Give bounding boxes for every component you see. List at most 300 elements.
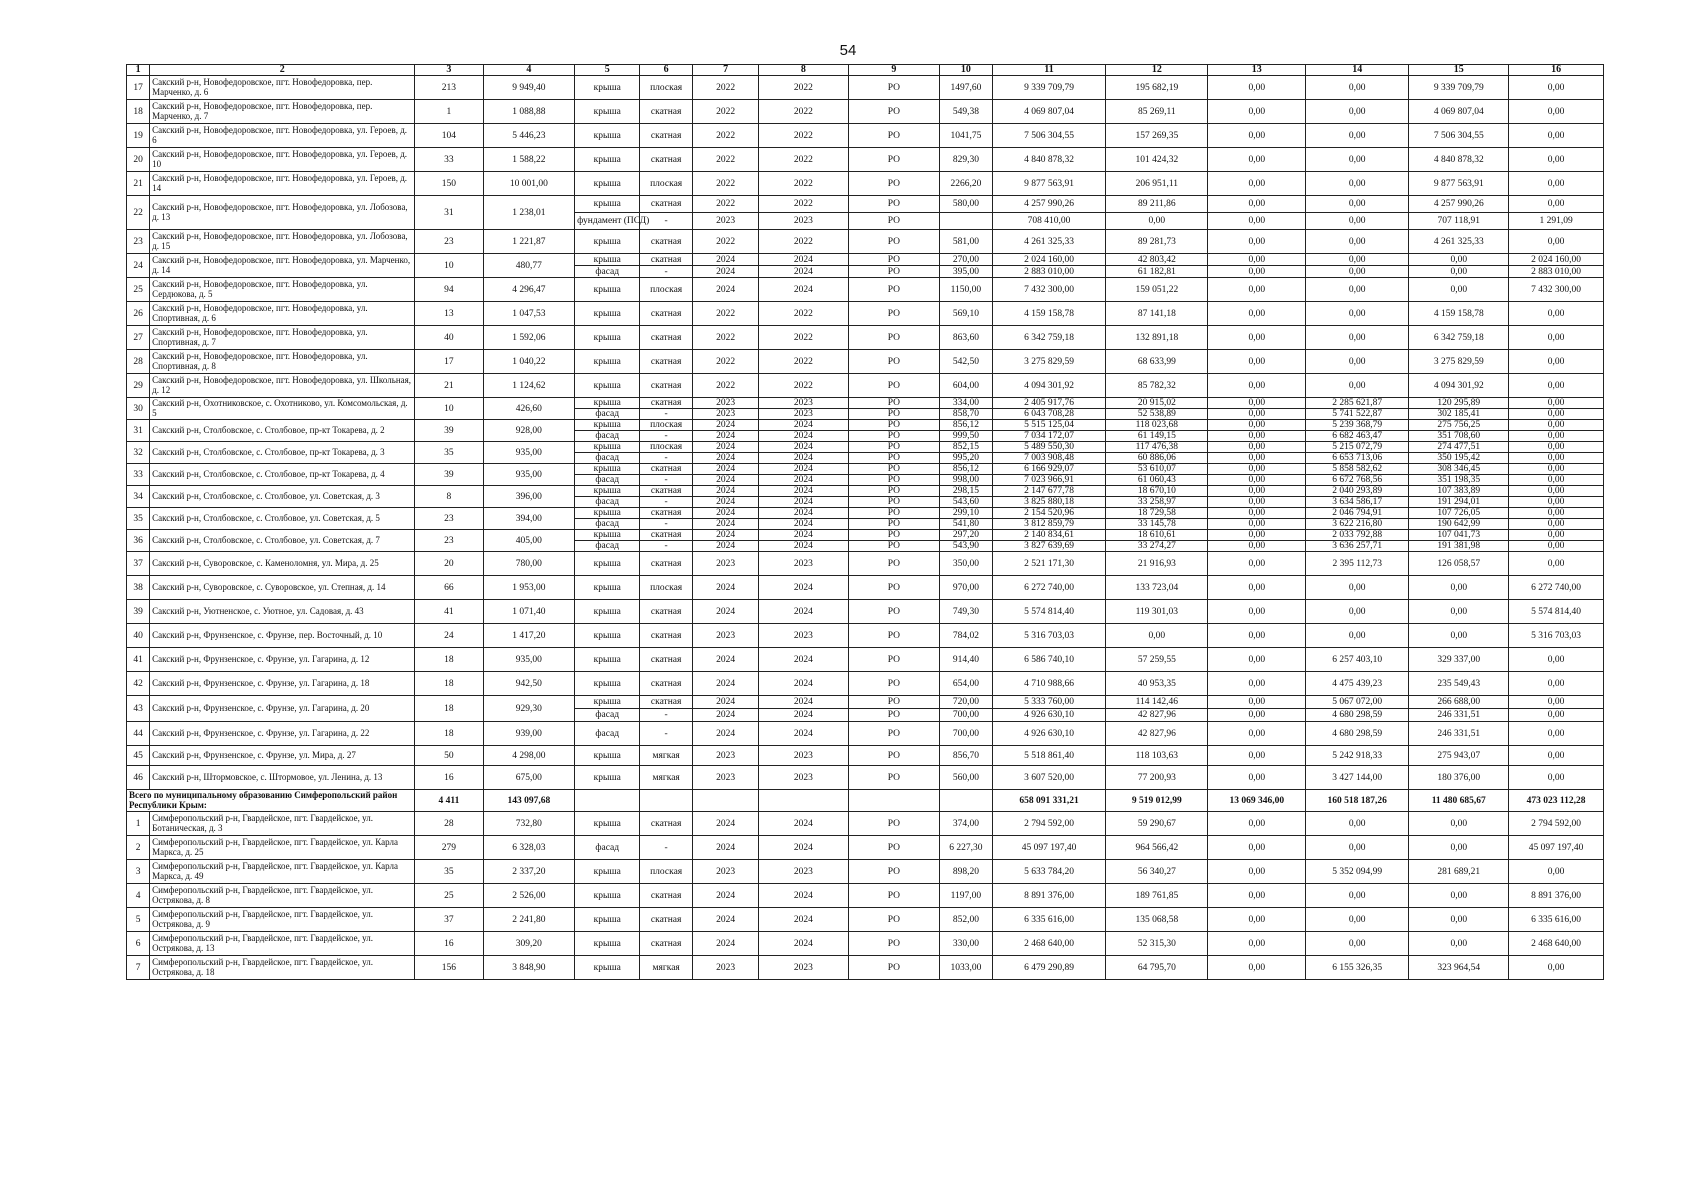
apartments-count: 35 [415, 442, 483, 464]
cell-c10: 700,00 [940, 722, 993, 746]
cell-c15: 0,00 [1409, 812, 1509, 836]
cell-c16: 0,00 [1509, 552, 1604, 576]
address-cell: Сакский р-н, Столбовское, с. Столбовое, пр-кт Токарева, д. 3 [150, 442, 415, 464]
cell-c10: 569,10 [940, 302, 993, 326]
table-row [127, 398, 1604, 409]
cell-c8: 2024 [759, 497, 848, 508]
table-row [127, 350, 1604, 374]
cell-c6: - [640, 409, 693, 420]
cell-c12: 89 211,86 [1106, 196, 1208, 213]
cell-c15: 0,00 [1409, 576, 1509, 600]
cell-c11: 4 710 988,66 [992, 672, 1106, 696]
cell-c11: 2 405 917,76 [992, 398, 1106, 409]
cell-c8: 2022 [759, 76, 848, 100]
cell-c16: 0,00 [1509, 398, 1604, 409]
cell-c11: 2 468 640,00 [992, 932, 1106, 956]
address-cell: Сакский р-н, Новофедоровское, пгт. Новофедоровка, ул. Лобозова, д. 13 [150, 196, 415, 230]
cell-c16: 0,00 [1509, 530, 1604, 541]
cell-c10: 2266,20 [940, 172, 993, 196]
cell-c11: 5 489 550,30 [992, 442, 1106, 453]
cell-c5: крыша [575, 624, 640, 648]
apartments-count: 23 [415, 230, 483, 254]
cell-c11: 7 432 300,00 [992, 278, 1106, 302]
total-c14: 160 518 187,26 [1306, 790, 1409, 812]
cell-c8: 2022 [759, 100, 848, 124]
cell-c7: 2023 [692, 860, 758, 884]
cell-c7: 2024 [692, 836, 758, 860]
cell-c10: 1150,00 [940, 278, 993, 302]
cell-c14: 5 858 582,62 [1306, 464, 1409, 475]
cell-c10: 560,00 [940, 766, 993, 790]
cell-c10 [940, 213, 993, 230]
cell-c12: 77 200,93 [1106, 766, 1208, 790]
cell-c15: 190 642,99 [1409, 519, 1509, 530]
cell-c11: 4 926 630,10 [992, 709, 1106, 722]
cell-c11: 708 410,00 [992, 213, 1106, 230]
capital-repair-table [126, 64, 1604, 980]
cell-c14: 0,00 [1306, 350, 1409, 374]
address-cell: Сакский р-н, Фрунзенское, с. Фрунзе, пер. Восточный, д. 10 [150, 624, 415, 648]
cell-c12: 89 281,73 [1106, 230, 1208, 254]
cell-c6: скатная [640, 148, 693, 172]
apartments-count: 33 [415, 148, 483, 172]
apartments-count: 156 [415, 956, 483, 980]
cell-c10: 829,30 [940, 148, 993, 172]
cell-c8: 2024 [759, 431, 848, 442]
cell-c7: 2024 [692, 519, 758, 530]
cell-c8: 2024 [759, 709, 848, 722]
cell-c5: крыша [575, 374, 640, 398]
apartments-count: 150 [415, 172, 483, 196]
cell-c5: фасад [575, 541, 640, 552]
total-c13: 13 069 346,00 [1208, 790, 1306, 812]
area-cell: 1 417,20 [483, 624, 575, 648]
cell-c12: 59 290,67 [1106, 812, 1208, 836]
address-cell: Сакский р-н, Столбовское, с. Столбовое, пр-кт Токарева, д. 2 [150, 420, 415, 442]
area-cell: 935,00 [483, 648, 575, 672]
cell-c15: 4 840 878,32 [1409, 148, 1509, 172]
cell-c12: 20 915,02 [1106, 398, 1208, 409]
column-header-11: 11 [992, 65, 1106, 76]
total-apartments: 4 411 [415, 790, 483, 812]
cell-c10: 298,15 [940, 486, 993, 497]
cell-c14: 0,00 [1306, 230, 1409, 254]
cell-c12: 33 145,78 [1106, 519, 1208, 530]
cell-c13: 0,00 [1208, 326, 1306, 350]
cell-c10: 1497,60 [940, 76, 993, 100]
cell-c12: 61 182,81 [1106, 266, 1208, 278]
cell-c15: 707 118,91 [1409, 213, 1509, 230]
cell-c13: 0,00 [1208, 374, 1306, 398]
cell-c13: 0,00 [1208, 486, 1306, 497]
cell-c6: скатная [640, 350, 693, 374]
cell-c5: крыша [575, 100, 640, 124]
cell-c5: крыша [575, 672, 640, 696]
cell-c14: 0,00 [1306, 326, 1409, 350]
column-header-16: 16 [1509, 65, 1604, 76]
address-cell: Сакский р-н, Новофедоровское, пгт. Новофедоровка, ул. Марченко, д. 14 [150, 254, 415, 278]
table-row [127, 508, 1604, 519]
cell-c15: 9 339 709,79 [1409, 76, 1509, 100]
table-row [127, 100, 1604, 124]
cell-c14: 0,00 [1306, 884, 1409, 908]
table-row [127, 196, 1604, 213]
cell-c15: 0,00 [1409, 266, 1509, 278]
cell-c12: 0,00 [1106, 624, 1208, 648]
cell-c10: 542,50 [940, 350, 993, 374]
cell-c7: 2024 [692, 497, 758, 508]
cell-c8: 2024 [759, 722, 848, 746]
cell-c14: 0,00 [1306, 124, 1409, 148]
cell-c13: 0,00 [1208, 932, 1306, 956]
cell-c14: 5 741 522,87 [1306, 409, 1409, 420]
area-cell: 1 124,62 [483, 374, 575, 398]
cell-c9: РО [848, 196, 940, 213]
table-row [127, 696, 1604, 709]
cell-c10: 852,15 [940, 442, 993, 453]
cell-c12: 135 068,58 [1106, 908, 1208, 932]
cell-c5: крыша [575, 746, 640, 766]
cell-c14: 2 033 792,88 [1306, 530, 1409, 541]
cell-c15: 308 346,45 [1409, 464, 1509, 475]
table-row [127, 908, 1604, 932]
table-row [127, 530, 1604, 541]
cell-c13: 0,00 [1208, 302, 1306, 326]
address-cell: Сакский р-н, Суворовское, с. Каменоломня, ул. Мира, д. 25 [150, 552, 415, 576]
cell-c10: 604,00 [940, 374, 993, 398]
cell-c14: 6 257 403,10 [1306, 648, 1409, 672]
cell-c7: 2022 [692, 374, 758, 398]
cell-c8: 2024 [759, 519, 848, 530]
cell-c14: 0,00 [1306, 76, 1409, 100]
cell-c11: 4 257 990,26 [992, 196, 1106, 213]
cell-c8: 2023 [759, 398, 848, 409]
area-cell: 5 446,23 [483, 124, 575, 148]
row-number: 23 [127, 230, 150, 254]
address-cell: Сакский р-н, Новофедоровское, пгт. Новофедоровка, пер. Марченко, д. 7 [150, 100, 415, 124]
cell-c11: 7 034 172,07 [992, 431, 1106, 442]
table-row [127, 746, 1604, 766]
cell-c5: крыша [575, 326, 640, 350]
cell-c13: 0,00 [1208, 148, 1306, 172]
cell-c9: РО [848, 172, 940, 196]
address-cell: Сакский р-н, Столбовское, с. Столбовое, ул. Советская, д. 3 [150, 486, 415, 508]
area-cell: 1 221,87 [483, 230, 575, 254]
cell-c9: РО [848, 266, 940, 278]
cell-c14: 0,00 [1306, 172, 1409, 196]
cell-c14: 2 285 621,87 [1306, 398, 1409, 409]
cell-c16: 0,00 [1509, 497, 1604, 508]
area-cell: 10 001,00 [483, 172, 575, 196]
row-number: 1 [127, 812, 150, 836]
cell-c15: 274 477,51 [1409, 442, 1509, 453]
row-number: 40 [127, 624, 150, 648]
cell-c11: 3 812 859,79 [992, 519, 1106, 530]
cell-c8: 2022 [759, 374, 848, 398]
cell-c13: 0,00 [1208, 124, 1306, 148]
cell-c14: 2 395 112,73 [1306, 552, 1409, 576]
cell-c6: скатная [640, 196, 693, 213]
cell-c11: 6 043 708,28 [992, 409, 1106, 420]
cell-c8: 2023 [759, 746, 848, 766]
row-number: 35 [127, 508, 150, 530]
cell-c16: 0,00 [1509, 442, 1604, 453]
cell-c6: скатная [640, 908, 693, 932]
cell-c13: 0,00 [1208, 908, 1306, 932]
cell-c11: 5 633 784,20 [992, 860, 1106, 884]
cell-c15: 4 159 158,78 [1409, 302, 1509, 326]
cell-c13: 0,00 [1208, 541, 1306, 552]
cell-c6: скатная [640, 600, 693, 624]
cell-c6: мягкая [640, 766, 693, 790]
cell-c5: крыша [575, 576, 640, 600]
cell-c15: 351 198,35 [1409, 475, 1509, 486]
cell-c15: 107 383,89 [1409, 486, 1509, 497]
apartments-count: 13 [415, 302, 483, 326]
apartments-count: 28 [415, 812, 483, 836]
area-cell: 9 949,40 [483, 76, 575, 100]
cell-c6: мягкая [640, 746, 693, 766]
cell-c7: 2022 [692, 326, 758, 350]
cell-c8: 2024 [759, 696, 848, 709]
cell-c12: 42 827,96 [1106, 722, 1208, 746]
cell-c6: скатная [640, 812, 693, 836]
column-header-3: 3 [415, 65, 483, 76]
area-cell: 426,60 [483, 398, 575, 420]
cell-c14: 0,00 [1306, 576, 1409, 600]
total-area: 143 097,68 [483, 790, 575, 812]
cell-c13: 0,00 [1208, 956, 1306, 980]
cell-c15: 0,00 [1409, 884, 1509, 908]
cell-c5: крыша [575, 530, 640, 541]
area-cell: 1 088,88 [483, 100, 575, 124]
cell-c12: 53 610,07 [1106, 464, 1208, 475]
apartments-count: 23 [415, 530, 483, 552]
cell-c16: 0,00 [1509, 326, 1604, 350]
cell-c11: 2 147 677,78 [992, 486, 1106, 497]
cell-c14: 3 634 586,17 [1306, 497, 1409, 508]
cell-c6: скатная [640, 124, 693, 148]
cell-c15: 266 688,00 [1409, 696, 1509, 709]
cell-c15: 275 943,07 [1409, 746, 1509, 766]
cell-c9: РО [848, 431, 940, 442]
area-cell: 942,50 [483, 672, 575, 696]
address-cell: Симферопольский р-н, Гвардейское, пгт. Гвардейское, ул. Острякова, д. 13 [150, 932, 415, 956]
cell-c7: 2024 [692, 709, 758, 722]
cell-c9: РО [848, 409, 940, 420]
cell-c6: - [640, 213, 693, 230]
cell-c5: крыша [575, 508, 640, 519]
cell-c13: 0,00 [1208, 722, 1306, 746]
cell-c15: 0,00 [1409, 908, 1509, 932]
area-cell: 405,00 [483, 530, 575, 552]
cell-c7: 2022 [692, 100, 758, 124]
area-cell: 2 526,00 [483, 884, 575, 908]
cell-c12: 157 269,35 [1106, 124, 1208, 148]
cell-c11: 5 333 760,00 [992, 696, 1106, 709]
cell-c11: 7 023 966,91 [992, 475, 1106, 486]
cell-c7: 2024 [692, 464, 758, 475]
cell-c14: 4 475 439,23 [1306, 672, 1409, 696]
row-number: 44 [127, 722, 150, 746]
cell-c9: РО [848, 836, 940, 860]
cell-c14: 0,00 [1306, 266, 1409, 278]
cell-c7: 2023 [692, 746, 758, 766]
cell-c12: 18 729,58 [1106, 508, 1208, 519]
row-number: 21 [127, 172, 150, 196]
cell-c8: 2024 [759, 884, 848, 908]
cell-c9: РО [848, 812, 940, 836]
cell-c12: 119 301,03 [1106, 600, 1208, 624]
apartments-count: 10 [415, 398, 483, 420]
cell-c12: 68 633,99 [1106, 350, 1208, 374]
cell-c8: 2023 [759, 956, 848, 980]
cell-c16: 0,00 [1509, 302, 1604, 326]
cell-c8: 2024 [759, 672, 848, 696]
address-cell: Сакский р-н, Новофедоровское, пгт. Новофедоровка, ул. Школьная, д. 12 [150, 374, 415, 398]
column-header-8: 8 [759, 65, 848, 76]
cell-c12: 61 149,15 [1106, 431, 1208, 442]
cell-c7: 2022 [692, 350, 758, 374]
row-number: 32 [127, 442, 150, 464]
cell-c14: 0,00 [1306, 836, 1409, 860]
cell-c6: плоская [640, 576, 693, 600]
cell-c12: 87 141,18 [1106, 302, 1208, 326]
cell-c14: 3 622 216,80 [1306, 519, 1409, 530]
cell-c10: 581,00 [940, 230, 993, 254]
cell-c15: 0,00 [1409, 932, 1509, 956]
row-number: 7 [127, 956, 150, 980]
cell-c15: 4 261 325,33 [1409, 230, 1509, 254]
cell-c9: РО [848, 254, 940, 266]
cell-c15: 323 964,54 [1409, 956, 1509, 980]
cell-c8: 2024 [759, 278, 848, 302]
empty-cell [575, 790, 640, 812]
cell-c7: 2023 [692, 766, 758, 790]
cell-c7: 2022 [692, 76, 758, 100]
cell-c9: РО [848, 148, 940, 172]
cell-c12: 101 424,32 [1106, 148, 1208, 172]
cell-c9: РО [848, 508, 940, 519]
cell-c6: скатная [640, 398, 693, 409]
cell-c9: РО [848, 600, 940, 624]
cell-c5: крыша [575, 932, 640, 956]
cell-c10: 297,20 [940, 530, 993, 541]
cell-c16: 0,00 [1509, 196, 1604, 213]
cell-c10: 350,00 [940, 552, 993, 576]
address-cell: Сакский р-н, Фрунзенское, с. Фрунзе, ул. Гагарина, д. 20 [150, 696, 415, 722]
table-row [127, 672, 1604, 696]
cell-c5: крыша [575, 464, 640, 475]
cell-c15: 120 295,89 [1409, 398, 1509, 409]
table-row [127, 576, 1604, 600]
address-cell: Сакский р-н, Новофедоровское, пгт. Новофедоровка, ул. Героев, д. 10 [150, 148, 415, 172]
row-number: 24 [127, 254, 150, 278]
cell-c5: крыша [575, 420, 640, 431]
cell-c11: 6 166 929,07 [992, 464, 1106, 475]
row-number: 5 [127, 908, 150, 932]
cell-c7: 2024 [692, 278, 758, 302]
cell-c5: крыша [575, 302, 640, 326]
cell-c7: 2023 [692, 398, 758, 409]
cell-c16: 0,00 [1509, 374, 1604, 398]
apartments-count: 21 [415, 374, 483, 398]
address-cell: Симферопольский р-н, Гвардейское, пгт. Гвардейское, ул. Карла Маркса, д. 25 [150, 836, 415, 860]
area-cell: 929,30 [483, 696, 575, 722]
row-number: 34 [127, 486, 150, 508]
cell-c8: 2024 [759, 453, 848, 464]
cell-c11: 4 261 325,33 [992, 230, 1106, 254]
cell-c8: 2022 [759, 172, 848, 196]
apartments-count: 24 [415, 624, 483, 648]
cell-c14: 0,00 [1306, 196, 1409, 213]
cell-c13: 0,00 [1208, 76, 1306, 100]
table-row [127, 76, 1604, 100]
cell-c10: 700,00 [940, 709, 993, 722]
cell-c5: крыша [575, 254, 640, 266]
area-cell: 2 337,20 [483, 860, 575, 884]
table-row [127, 172, 1604, 196]
cell-c6: - [640, 431, 693, 442]
cell-c13: 0,00 [1208, 624, 1306, 648]
cell-c11: 8 891 376,00 [992, 884, 1106, 908]
cell-c7: 2022 [692, 302, 758, 326]
cell-c9: РО [848, 541, 940, 552]
column-header-7: 7 [692, 65, 758, 76]
column-header-1: 1 [127, 65, 150, 76]
cell-c13: 0,00 [1208, 398, 1306, 409]
empty-cell [692, 790, 758, 812]
area-cell: 939,00 [483, 722, 575, 746]
cell-c10: 970,00 [940, 576, 993, 600]
cell-c7: 2022 [692, 148, 758, 172]
cell-c6: скатная [640, 100, 693, 124]
cell-c14: 0,00 [1306, 148, 1409, 172]
column-header-5: 5 [575, 65, 640, 76]
row-number: 6 [127, 932, 150, 956]
cell-c11: 7 003 908,48 [992, 453, 1106, 464]
cell-c9: РО [848, 497, 940, 508]
cell-c16: 5 574 814,40 [1509, 600, 1604, 624]
cell-c8: 2024 [759, 442, 848, 453]
cell-c10: 299,10 [940, 508, 993, 519]
cell-c11: 2 883 010,00 [992, 266, 1106, 278]
cell-c13: 0,00 [1208, 350, 1306, 374]
cell-c10: 995,20 [940, 453, 993, 464]
table-row [127, 302, 1604, 326]
cell-c10: 654,00 [940, 672, 993, 696]
cell-c14: 0,00 [1306, 254, 1409, 266]
cell-c12: 195 682,19 [1106, 76, 1208, 100]
row-number: 2 [127, 836, 150, 860]
apartments-count: 10 [415, 254, 483, 278]
area-cell: 396,00 [483, 486, 575, 508]
cell-c12: 18 610,61 [1106, 530, 1208, 541]
cell-c13: 0,00 [1208, 409, 1306, 420]
cell-c15: 0,00 [1409, 836, 1509, 860]
address-cell: Симферопольский р-н, Гвардейское, пгт. Гвардейское, ул. Острякова, д. 8 [150, 884, 415, 908]
cell-c14: 5 215 072,79 [1306, 442, 1409, 453]
row-number: 27 [127, 326, 150, 350]
row-number: 43 [127, 696, 150, 722]
cell-c16: 0,00 [1509, 350, 1604, 374]
cell-c7: 2022 [692, 124, 758, 148]
cell-c13: 0,00 [1208, 230, 1306, 254]
total-c15: 11 480 685,67 [1409, 790, 1509, 812]
apartments-count: 213 [415, 76, 483, 100]
cell-c8: 2024 [759, 420, 848, 431]
cell-c14: 6 682 463,47 [1306, 431, 1409, 442]
